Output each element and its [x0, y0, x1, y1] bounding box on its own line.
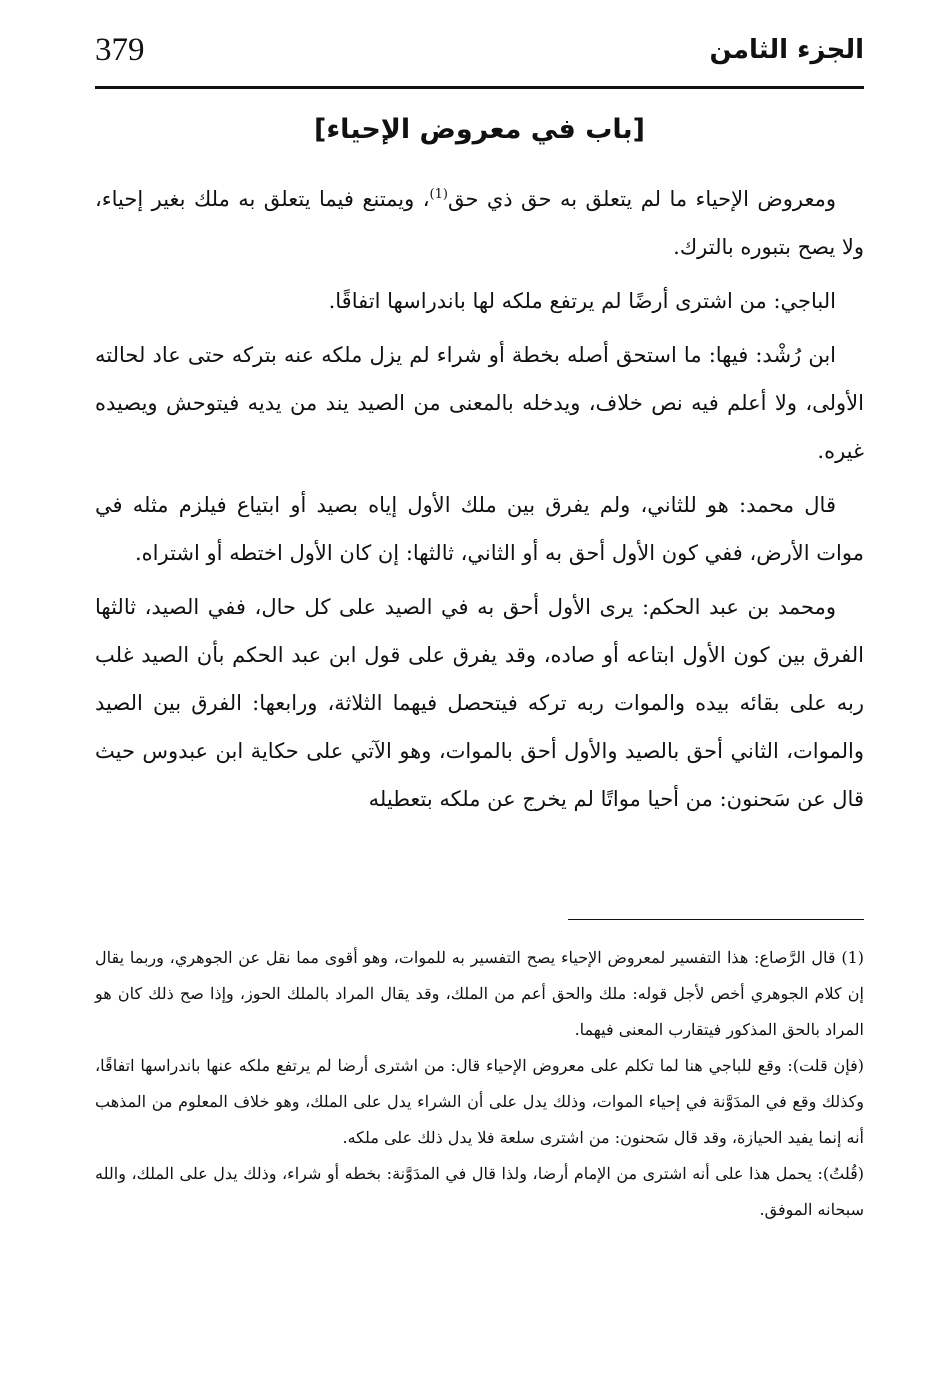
footnote: (قُلتُ): يحمل هذا على أنه اشترى من الإمام أرضا، ولذا قال في المدَوَّنة: بخطه أو شراء، وذلك يدل على الملك، والله سبحانه الموفق. — [95, 1164, 864, 1219]
paragraph: ومحمد بن عبد الحكم: يرى الأول أحق به في الصيد على كل حال، ففي الصيد، ثالثها الفرق بين كون الأول ابتاعه أو صاده، وقد يفرق على قول ابن عبد الحكم بأن الصيد غلب ربه على بقائه بيده والموات ربه تركه فيتحصل فيهما الثلاثة، ورابعها: الفرق بين الصيد والموات، الثاني أحق بالصيد والأول أحق بالموات، وهو الآتي على حكاية ابن عبدوس حيث قال عن سَحنون: من أحيا مواتًا لم يخرج عن ملكه بتعطيله — [95, 595, 864, 811]
paragraph: قال محمد: هو للثاني، ولم يفرق بين ملك الأول إياه بصيد أو ابتياع فيلزم مثله في موات الأرض، ففي كون الأول أحق به أو الثاني، ثالثها: إن كان الأول اختطه أو اشتراه. — [95, 493, 864, 565]
footnote-divider — [568, 919, 864, 920]
paragraph — [95, 175, 864, 271]
running-head-part-title: الجزء الثامن — [709, 35, 864, 65]
main-text — [95, 175, 864, 829]
section-heading: [باب في معروض الإحياء] — [314, 114, 645, 145]
paragraph: ابن رُشْد: فيها: ما استحق أصله بخطة أو شراء لم يزل ملكه عنه بتركه حتى عاد لحالته الأولى، ولا أعلم فيه نص خلاف، ويدخله بالمعنى من الصيد يند من يديه فيتوحش ويصيده غيره. — [95, 343, 864, 463]
page-header — [95, 30, 864, 82]
footnote-reference[interactable]: (1) — [429, 187, 448, 202]
paragraph-text: ، ويمتنع فيما يتعلق به ملك بغير إحياء، ولا يصح بتبوره بالترك. — [95, 187, 864, 259]
footnote: (1) قال الرَّصاع: هذا التفسير لمعروض الإحياء يصح التفسير به للموات، وهو أقوى مما نقل عن الجوهري، وربما يقال إن كلام الجوهري أخص لأجل قوله: ملك والحق أعم من الملك، وقد يقال المراد بالملك الحوز، وإذا صح ذلك كان هو المراد بالحق المذكور فيتقارب المعنى فيهما. — [95, 948, 865, 1039]
header-divider — [95, 86, 864, 89]
page-number: 379 — [95, 32, 145, 68]
footnotes — [95, 940, 864, 1228]
paragraph-text: ومعروض الإحياء ما لم يتعلق به حق ذي حق — [447, 187, 837, 211]
footnote: (فإن قلت): وقع للباجي هنا لما تكلم على معروض الإحياء قال: من اشترى أرضا لم يرتفع ملكه عنها باندراسها اتفاقًا، وكذلك وقع في المدَوَّنة في إحياء الموات، وذلك يدل على أن الشراء يدل على الملك، وهو خلاف المعلوم من المذهب أنه إنما يفيد الحيازة، وقد قال سَحنون: من اشترى سلعة فلا يدل ذلك على ملكه. — [95, 1056, 864, 1147]
paragraph: الباجي: من اشترى أرضًا لم يرتفع ملكه لها باندراسها اتفاقًا. — [328, 289, 836, 313]
